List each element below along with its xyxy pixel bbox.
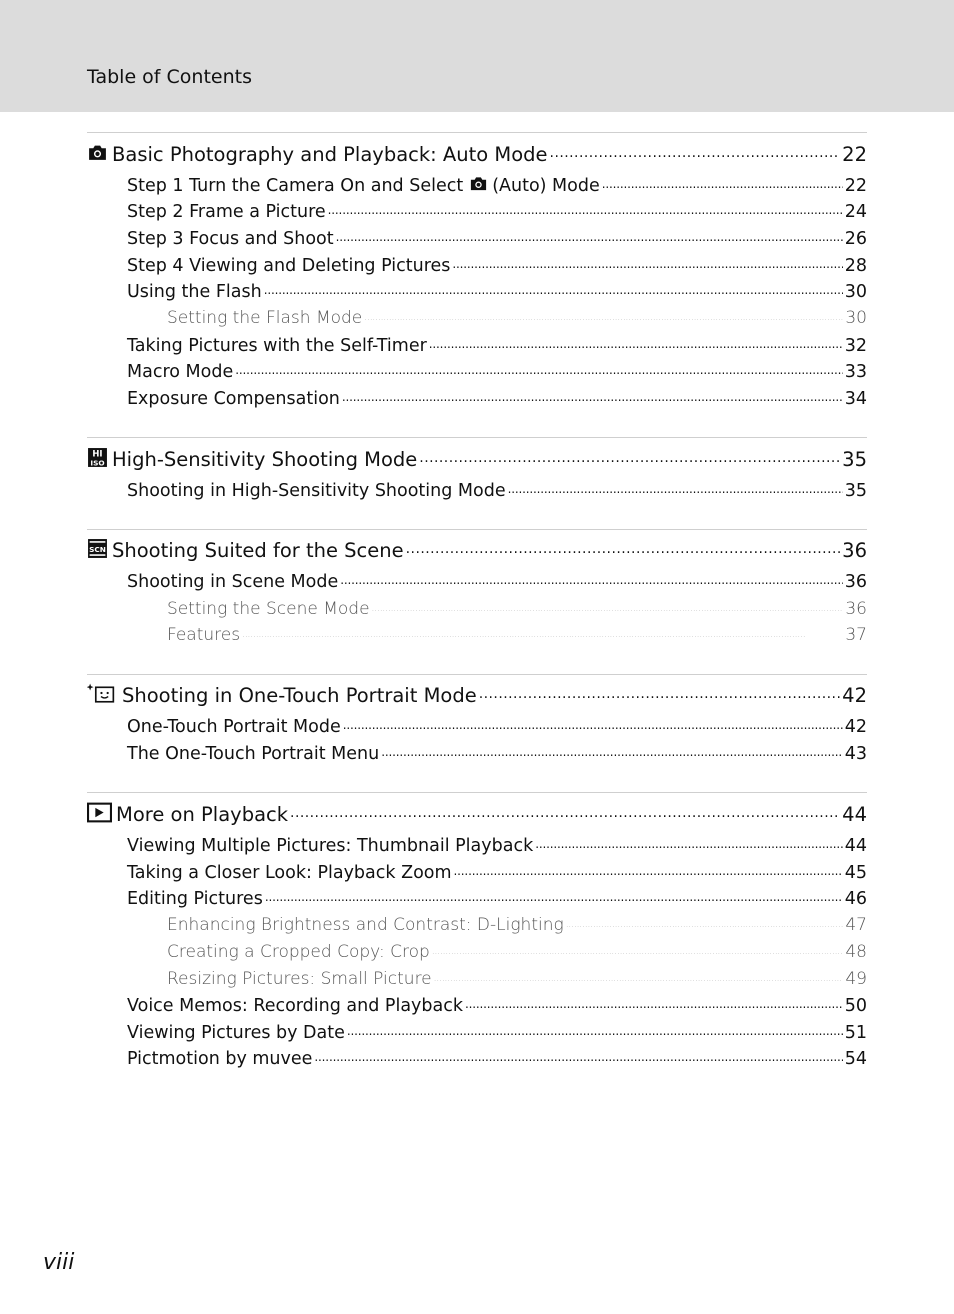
toc-subentries: [87, 570, 867, 650]
entry-title-text: Setting the Flash Mode: [167, 308, 363, 329]
dot-leader: [314, 1047, 842, 1065]
entry-title-text: Resizing Pictures: Small Picture: [167, 968, 432, 989]
toc-chapter-entry[interactable]: [87, 683, 867, 711]
entry-title: [127, 717, 341, 737]
toc-subsection-entry[interactable]: [87, 913, 867, 940]
entry-title-text: Macro Mode: [127, 362, 234, 383]
entry-title: [127, 282, 262, 302]
entry-page-number: 37: [845, 625, 867, 646]
toc-subentries: [87, 478, 867, 505]
entry-title-text: Shooting in High-Sensitivity Shooting Mode: [127, 480, 506, 501]
entry-page-number: 46: [844, 889, 867, 910]
dot-leader: [372, 597, 844, 614]
dot-leader: [566, 913, 844, 930]
camera-icon: [87, 142, 108, 163]
entry-title-text: Step 2 Frame a Picture: [127, 202, 326, 223]
toc-chapter-entry[interactable]: [87, 141, 867, 169]
entry-title: [127, 174, 600, 196]
section-spacer: [87, 650, 867, 674]
toc-section-entry[interactable]: [87, 387, 867, 414]
entry-title-text: Taking a Closer Look: Playback Zoom: [127, 862, 452, 883]
chapter-page-number: 36: [842, 539, 867, 563]
dot-leader: [328, 200, 843, 218]
entry-title-text: Voice Memos: Recording and Playback: [127, 995, 463, 1016]
chapter-title-text: Basic Photography and Playback: Auto Mode: [112, 142, 548, 166]
toc-section-entry[interactable]: [87, 1047, 867, 1074]
toc-section-entry[interactable]: [87, 860, 867, 887]
dot-leader: [419, 446, 840, 466]
dot-leader: [465, 993, 843, 1011]
section-spacer: [87, 505, 867, 529]
dot-leader: [340, 570, 843, 588]
toc-section-entry[interactable]: [87, 1020, 867, 1047]
entry-page-number: 49: [845, 968, 867, 989]
dot-leader: [290, 801, 840, 821]
toc-chapter-entry[interactable]: [87, 446, 867, 474]
entry-title: [167, 942, 430, 962]
page-header-title: Table of Contents: [87, 66, 252, 88]
dot-leader: [434, 967, 844, 984]
chapter-title: [87, 538, 404, 562]
chapter-page-number: 35: [842, 447, 867, 471]
entry-title: [127, 889, 263, 909]
entry-title: [127, 863, 452, 883]
header-band: [0, 0, 954, 112]
chapter-title: [87, 683, 477, 707]
entry-title-text: Setting the Scene Mode: [167, 598, 370, 619]
dot-leader: [264, 280, 843, 298]
toc-section-entry[interactable]: [87, 993, 867, 1020]
hi-iso-icon: [87, 447, 108, 468]
toc-section-entry[interactable]: [87, 253, 867, 280]
entry-title: [167, 308, 362, 328]
entry-title-text: Enhancing Brightness and Contrast: D-Lighting: [167, 915, 564, 936]
camera-icon: [469, 174, 488, 193]
entry-title-text: Creating a Cropped Copy: Crop: [167, 942, 430, 963]
entry-title-text: Shooting in Scene Mode: [127, 572, 339, 593]
toc-section-entry[interactable]: [87, 715, 867, 742]
entry-page-number: 30: [844, 282, 867, 303]
chapter-title-text: More on Playback: [116, 802, 289, 826]
chapter-title: [87, 142, 548, 166]
entry-title-text: Step 3 Focus and Shoot: [127, 228, 334, 249]
toc-section-entry[interactable]: [87, 478, 867, 505]
svg-text:SCN: SCN: [89, 545, 106, 555]
dot-leader: [429, 333, 843, 351]
entry-title: [167, 915, 564, 935]
entry-title: [127, 202, 326, 222]
entry-title: [167, 625, 240, 645]
entry-title-text: Exposure Compensation: [127, 389, 340, 409]
dot-leader: [242, 623, 843, 640]
toc-subsection-entry[interactable]: [87, 623, 867, 650]
entry-page-number: 54: [844, 1049, 867, 1070]
entry-page-number: 28: [844, 255, 867, 276]
entry-page-number: 33: [844, 362, 867, 383]
entry-title: [127, 1049, 312, 1069]
toc-subsection-entry[interactable]: [87, 967, 867, 994]
chapter-title-text: Shooting Suited for the Scene: [112, 539, 404, 563]
entry-title-text: Step 1 Turn the Camera On and Select: [127, 175, 464, 196]
entry-title: [127, 836, 533, 856]
entry-page-number: 30: [845, 308, 867, 329]
toc-subsection-entry[interactable]: [87, 306, 867, 333]
toc-subsection-entry[interactable]: [87, 940, 867, 967]
toc-subentries: [87, 715, 867, 768]
toc-section-entry[interactable]: [87, 570, 867, 597]
toc-section-entry[interactable]: [87, 226, 867, 253]
entry-title-text: One-Touch Portrait Mode: [127, 717, 341, 738]
toc-section: [87, 437, 867, 529]
entry-title-text: Viewing Pictures by Date: [127, 1022, 345, 1043]
entry-page-number: 42: [844, 717, 867, 738]
table-of-contents: [87, 132, 867, 1074]
svg-text:ISO: ISO: [90, 458, 105, 468]
dot-leader: [432, 940, 844, 957]
entry-title: [127, 744, 379, 764]
entry-title: [127, 336, 427, 356]
chapter-title: [87, 802, 288, 826]
toc-section: [87, 792, 867, 1073]
dot-leader: [235, 360, 843, 378]
entry-page-number: 24: [844, 202, 867, 223]
toc-subentries: [87, 173, 867, 413]
entry-title-text: Pictmotion by muvee: [127, 1049, 313, 1070]
entry-title: [167, 969, 432, 989]
toc-section-entry[interactable]: [87, 360, 867, 387]
entry-title-text: Features: [167, 625, 241, 646]
entry-page-number: 43: [844, 744, 867, 765]
toc-section-entry[interactable]: [87, 173, 867, 200]
toc-chapter-entry[interactable]: [87, 801, 867, 829]
dot-leader: [550, 141, 841, 161]
chapter-page-number: 44: [842, 802, 867, 826]
entry-title-suffix: (Auto) Mode: [492, 175, 600, 196]
entry-title: [127, 481, 506, 501]
entry-page-number: 35: [844, 480, 867, 501]
portrait-icon: [87, 683, 118, 704]
chapter-title-text: High-Sensitivity Shooting Mode: [112, 447, 418, 471]
entry-title-text: Taking Pictures with the Self-Timer: [127, 335, 427, 356]
chapter-title: [87, 447, 417, 471]
entry-title-text: Viewing Multiple Pictures: Thumbnail Playback: [127, 835, 534, 856]
toc-subsection-entry[interactable]: [87, 597, 867, 624]
dot-leader: [454, 860, 843, 878]
play-icon: [87, 802, 112, 823]
dot-leader: [535, 833, 843, 851]
dot-leader: [347, 1020, 843, 1038]
dot-leader: [479, 683, 840, 703]
dot-leader: [508, 478, 843, 496]
dot-leader: [265, 887, 843, 905]
dot-leader: [336, 226, 843, 244]
entry-title: [127, 1023, 345, 1043]
entry-page-number: 34: [844, 389, 867, 409]
entry-page-number: 51: [844, 1022, 867, 1043]
toc-section-entry[interactable]: [87, 833, 867, 860]
entry-title: [167, 599, 370, 619]
dot-leader: [406, 538, 841, 558]
toc-section-entry[interactable]: [87, 280, 867, 307]
toc-section: [87, 674, 867, 792]
dot-leader: [381, 742, 843, 760]
toc-section: [87, 529, 867, 674]
entry-page-number: 22: [844, 175, 867, 196]
entry-title: [127, 996, 463, 1016]
toc-section-entry[interactable]: [87, 333, 867, 360]
dot-leader: [342, 387, 843, 405]
entry-page-number: 45: [844, 862, 867, 883]
toc-subentries: [87, 833, 867, 1073]
entry-page-number: 47: [845, 915, 867, 936]
entry-title-text: Using the Flash: [127, 282, 262, 303]
entry-page-number: 32: [844, 335, 867, 356]
entry-title: [127, 256, 450, 276]
entry-title-text: Step 4 Viewing and Deleting Pictures: [127, 255, 451, 276]
entry-title-text: Editing Pictures: [127, 889, 263, 910]
entry-page-number: 36: [845, 598, 867, 619]
chapter-page-number: 42: [842, 684, 867, 708]
dot-leader: [343, 715, 843, 733]
page-folio: viii: [43, 1250, 75, 1275]
entry-page-number: 36: [844, 572, 867, 593]
section-spacer: [87, 768, 867, 792]
entry-title: [127, 362, 233, 382]
dot-leader: [452, 253, 842, 271]
entry-title-text: The One-Touch Portrait Menu: [127, 744, 380, 765]
svg-text:HI: HI: [92, 448, 103, 459]
entry-title: [127, 229, 334, 249]
entry-page-number: 44: [844, 835, 867, 856]
scene-icon: [87, 538, 108, 559]
entry-title: [127, 389, 340, 409]
toc-chapter-entry[interactable]: [87, 538, 867, 566]
section-spacer: [87, 413, 867, 437]
entry-page-number: 48: [845, 942, 867, 963]
toc-section-entry[interactable]: [87, 887, 867, 914]
toc-section: [87, 132, 867, 437]
entry-title: [127, 572, 338, 592]
dot-leader: [602, 173, 843, 191]
entry-page-number: 50: [844, 995, 867, 1016]
entry-page-number: 26: [844, 228, 867, 249]
toc-section-entry[interactable]: [87, 200, 867, 227]
chapter-title-text: Shooting in One-Touch Portrait Mode: [122, 684, 477, 708]
dot-leader: [364, 306, 843, 323]
toc-section-entry[interactable]: [87, 742, 867, 769]
chapter-page-number: 22: [842, 142, 867, 166]
